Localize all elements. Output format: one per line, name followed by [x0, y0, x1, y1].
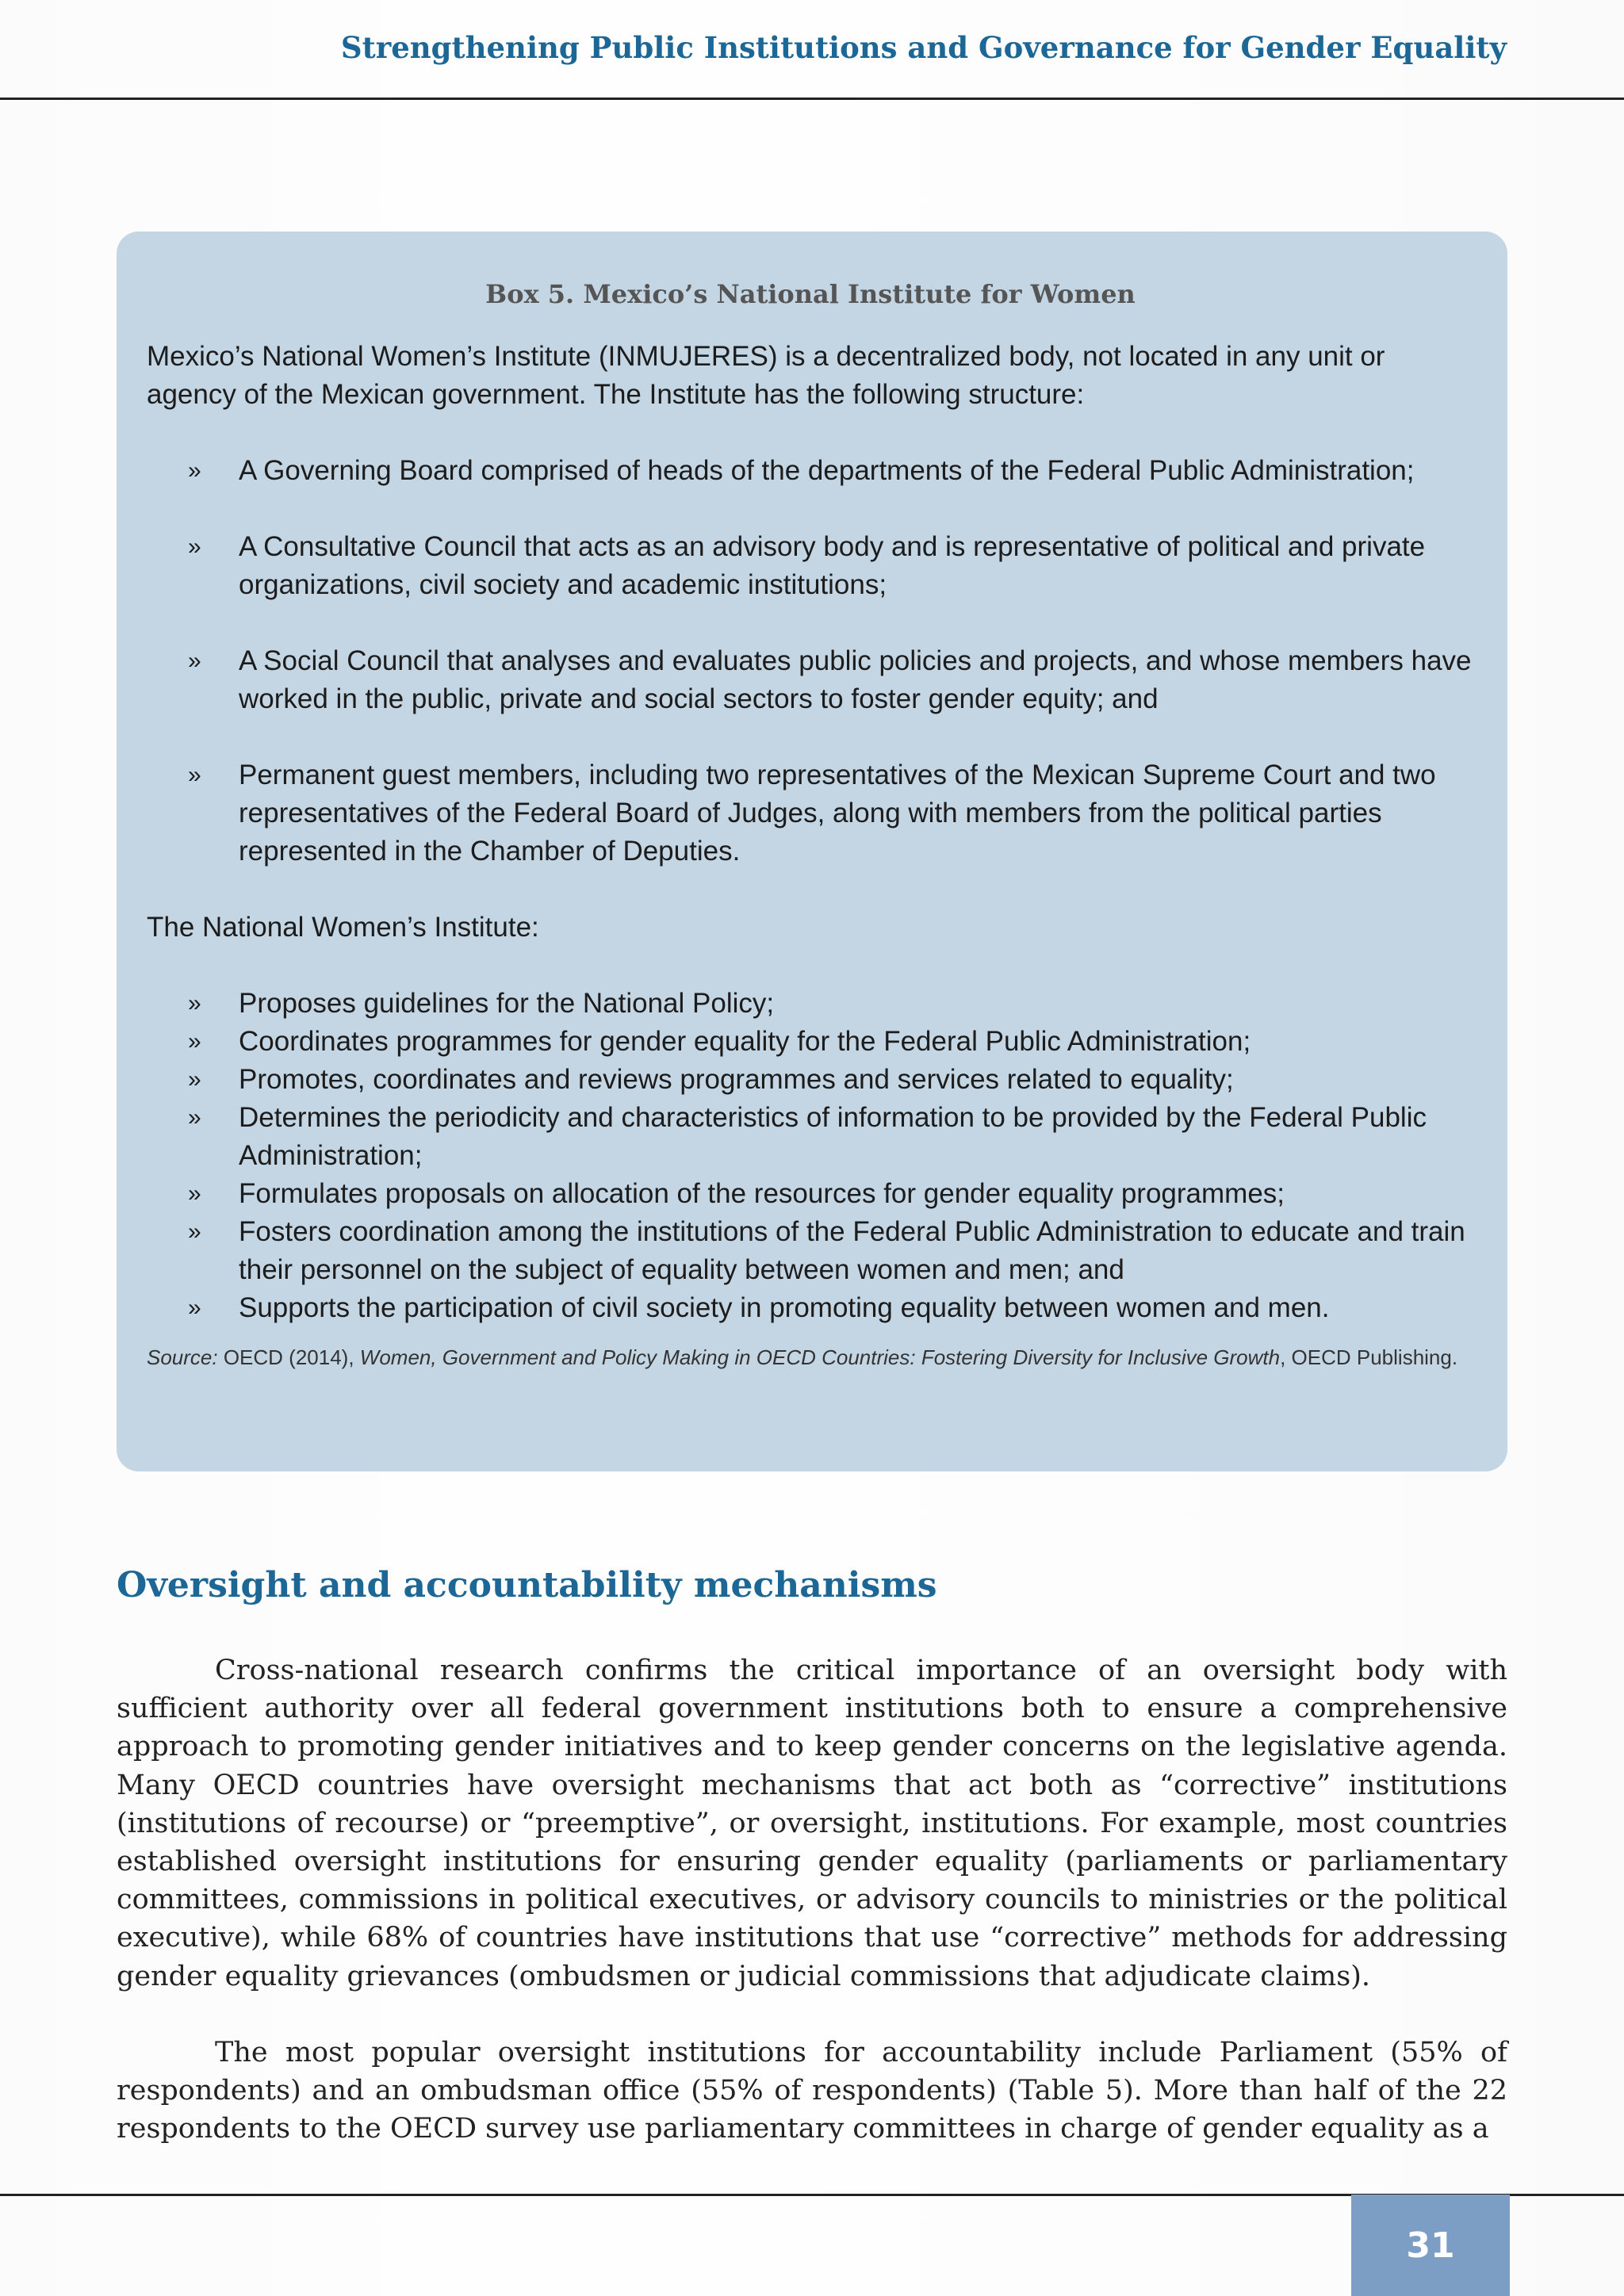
paragraph: The most popular oversight institutions for accountability include Parliament (55% of respondents) and an ombudsman office (55% of respondents) (Table 5). More than half of the 22 respondents to the OECD survey use parliamentary committees in charge of gender equality as a [117, 2036, 1507, 2145]
page-number: 31 [1351, 2195, 1510, 2296]
chevron-bullet-icon: » [188, 1295, 201, 1321]
source-title: Women, Government and Policy Making in OECD Countries: Fostering Diversity for Inclusive Growth [359, 1345, 1281, 1369]
list-item: » Formulates proposals on allocation of the resources for gender equality programmes; [147, 1175, 1474, 1213]
structure-list [147, 452, 1474, 871]
list-item: » A Governing Board comprised of heads of the departments of the Federal Public Administration; [147, 452, 1474, 490]
chevron-bullet-icon: » [188, 1219, 201, 1245]
list-item: » Proposes guidelines for the National Policy; [147, 985, 1474, 1023]
chevron-bullet-icon: » [188, 534, 201, 560]
chevron-bullet-icon: » [188, 457, 201, 484]
source-label: Source: [147, 1345, 218, 1369]
chevron-bullet-icon: » [188, 1104, 201, 1131]
chevron-bullet-icon: » [188, 762, 201, 788]
box-intro: Mexico’s National Women’s Institute (INMUJERES) is a decentralized body, not located in any unit or agency of the Mexican government. The Institute has the following structure: [147, 341, 1385, 410]
chevron-bullet-icon: » [188, 1066, 201, 1093]
functions-intro: The National Women’s Institute: [147, 912, 539, 943]
list-item: » Coordinates programmes for gender equality for the Federal Public Administration; [147, 1023, 1474, 1061]
box-source: Source: OECD (2014), Women, Government and Policy Making in OECD Countries: Fostering Diversity for Inclusive Growth, OECD Publishing. [147, 1345, 1458, 1369]
list-item: » Permanent guest members, including two representatives of the Mexican Supreme Court and two representatives of the Federal Board of Judges, along with members from the political parties represented in the Chamber of Deputies. [147, 756, 1474, 871]
paragraph: Cross-national research confirms the critical importance of an oversight body with sufficient authority over all federal government institutions both to ensure a comprehensive approach to promoting gender initiatives and to keep gender concerns on the legislative agenda. Many OECD countries have oversight mechanisms that act both as “corrective” institutions (institutions of recourse) or “preemptive”, or oversight, institutions. For example, most countries established oversight institutions for ensuring gender equality (parliaments or parliamentary committees, commissions in political executives, or advisory councils to ministries or the political executive), while 68% of countries have institutions that use “corrective” methods for addressing gender equality grievances (ombudsmen or judicial commissions that adjudicate claims). [117, 1655, 1507, 1992]
header-rule [0, 98, 1624, 100]
info-box [117, 232, 1507, 1471]
chevron-bullet-icon: » [188, 1028, 201, 1054]
section-heading: Oversight and accountability mechanisms [117, 1565, 937, 1605]
list-item: » A Social Council that analyses and evaluates public policies and projects, and whose members have worked in the public, private and social sectors to foster gender equity; and [147, 642, 1474, 718]
list-item: » Supports the participation of civil society in promoting equality between women and men. [147, 1289, 1474, 1327]
box-title: Box 5. Mexico’s National Institute for Women [485, 279, 1136, 309]
list-item: » Promotes, coordinates and reviews programmes and services related to equality; [147, 1061, 1474, 1099]
body-text [117, 1651, 1507, 2186]
list-item: » A Consultative Council that acts as an advisory body and is representative of political and private organizations, civil society and academic institutions; [147, 528, 1474, 604]
chevron-bullet-icon: » [188, 990, 201, 1016]
functions-list [147, 985, 1474, 1327]
chevron-bullet-icon: » [188, 648, 201, 674]
chevron-bullet-icon: » [188, 1181, 201, 1207]
running-header: Strengthening Public Institutions and Governance for Gender Equality [340, 30, 1507, 65]
list-item: » Determines the periodicity and characteristics of information to be provided by the Federal Public Administration; [147, 1099, 1474, 1175]
list-item: » Fosters coordination among the institutions of the Federal Public Administration to educate and train their personnel on the subject of equality between women and men; and [147, 1213, 1474, 1289]
